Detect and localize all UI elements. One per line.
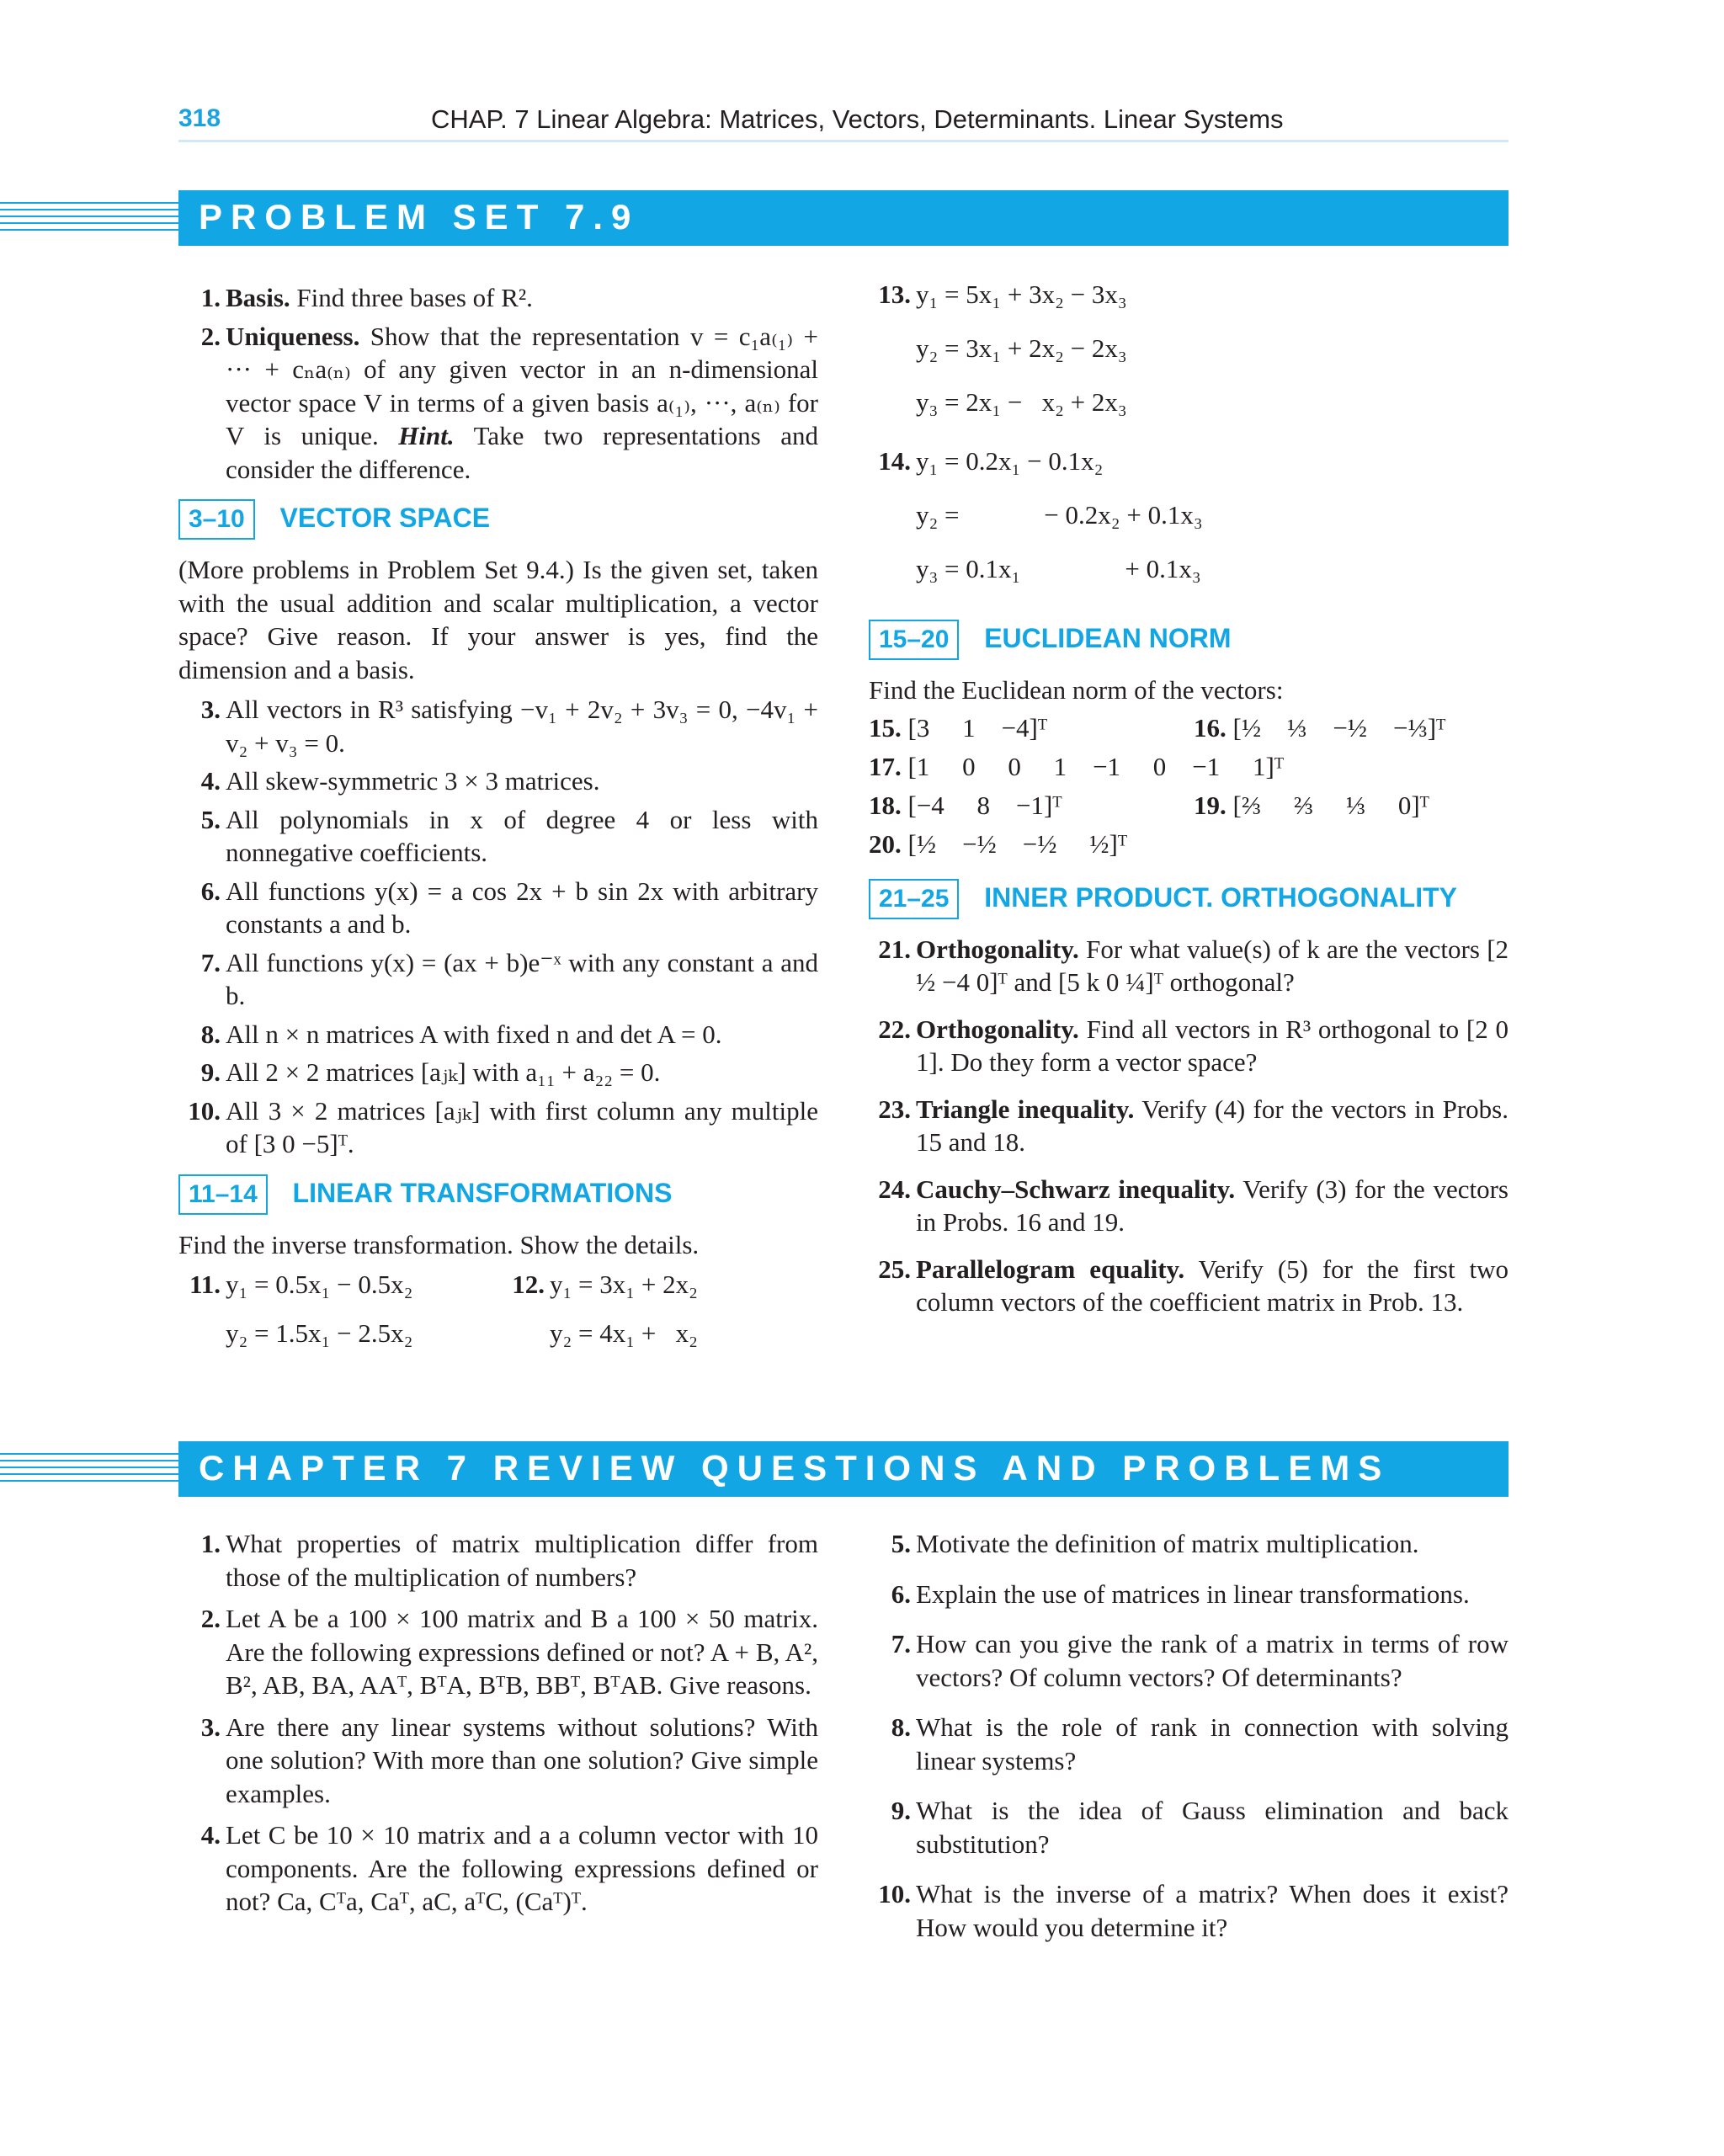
section-range: 21–25: [869, 879, 959, 919]
problem-label: Parallelogram equality.: [916, 1254, 1185, 1284]
problem-text: Show that the representation v = c₁a₍₁₎ + ··· + cₙa₍ₙ₎ of any given vector in an n-dimensional vector space V in terms of a given basis a₍₁₎, ···, a₍ₙ₎ for V is unique.: [226, 321, 818, 450]
section-intro: Find the Euclidean norm of the vectors:: [869, 675, 1284, 705]
equation-line: y₂ = 4x₁ + x₂: [550, 1318, 698, 1348]
equation-line: y₃ = 0.1x₁ + 0.1x₃: [916, 554, 1201, 583]
question-text: What properties of matrix multiplication differ from those of the multiplication of numbers?: [226, 1529, 818, 1592]
problem-label: Uniqueness.: [226, 321, 360, 351]
vector-text: [⅔ ⅔ ⅓ 0]ᵀ: [1232, 790, 1429, 820]
problem-6: [178, 875, 818, 941]
header-rule: [178, 140, 1508, 142]
equation-line: y₁ = 0.2x₁ − 0.1x₂: [916, 446, 1104, 476]
question-number: 10.: [878, 1879, 911, 1908]
hint-label: Hint.: [398, 421, 455, 450]
problem-label: Orthogonality.: [916, 1014, 1079, 1044]
question-text: What is the role of rank in connection with solving linear systems?: [916, 1712, 1508, 1775]
problem-4: [178, 764, 818, 798]
question-text: Let C be 10 × 10 matrix and a a column vector with 10 components. Are the following expressions defined or not? Ca, Cᵀa, Caᵀ, aC, aᵀC, (Caᵀ)ᵀ.: [226, 1820, 818, 1916]
problem-text: All vectors in R³ satisfying −v₁ + 2v₂ + 3v₃ = 0, −4v₁ + v₂ + v₃ = 0.: [226, 695, 818, 758]
problem-14: [869, 445, 1508, 606]
problem-20: [869, 825, 1127, 864]
review-left-column: [178, 1527, 818, 1927]
problem-number: 15.: [869, 712, 902, 743]
problem-label: Triangle inequality.: [916, 1094, 1135, 1124]
problem-label: Basis.: [226, 283, 290, 312]
problem-number: 8.: [200, 1019, 221, 1049]
problem-24: [869, 1173, 1508, 1239]
problem-label: Orthogonality.: [916, 934, 1079, 964]
norm-problems: [869, 709, 1508, 865]
section-range: 15–20: [869, 620, 959, 660]
question-number: 5.: [891, 1529, 911, 1558]
problem-number: 21.: [878, 934, 911, 964]
problem-set-left-column: [178, 281, 818, 1352]
review-question-7: [869, 1627, 1508, 1694]
problem-number: 19.: [1194, 790, 1226, 820]
section-title: EUCLIDEAN NORM: [984, 623, 1232, 653]
equation-line: y₃ = 2x₁ − x₂ + 2x₃: [916, 387, 1127, 417]
problem-number: 6.: [200, 876, 221, 906]
vector-text: [1 0 0 1 −1 0 −1 1]ᵀ: [907, 751, 1285, 781]
problem-1: [178, 281, 818, 315]
problem-number: 3.: [200, 695, 221, 724]
equation-line: y₂ = 3x₁ + 2x₂ − 2x₃: [916, 333, 1127, 363]
problem-7: [178, 946, 818, 1013]
problem-label: Cauchy–Schwarz inequality.: [916, 1174, 1236, 1204]
problem-number: 4.: [200, 766, 221, 796]
problem-number: 5.: [200, 804, 221, 834]
hint-text: Take two representations and consider the difference.: [226, 421, 818, 484]
question-number: 4.: [200, 1820, 221, 1850]
equation-line: y₂ = − 0.2x₂ + 0.1x₃: [916, 500, 1203, 530]
question-text: What is the inverse of a matrix? When does it exist? How would you determine it?: [916, 1879, 1508, 1942]
page-number: 318: [178, 104, 221, 132]
section-intro: Find the inverse transformation. Show the details.: [178, 1229, 700, 1259]
problem-3: [178, 693, 818, 759]
question-text: Let A be a 100 × 100 matrix and B a 100 × 50 matrix. Are the following expressions defined or not? A + B, A², B², AB, BA, AAᵀ, BᵀA, BᵀB, BBᵀ, BᵀAB. Give reasons.: [226, 1604, 818, 1700]
problem-16: [1194, 709, 1445, 748]
section-header-15-20: [869, 620, 1508, 660]
problem-number: 10.: [188, 1095, 221, 1126]
problem-number: 13.: [878, 279, 911, 309]
question-number: 6.: [891, 1578, 911, 1609]
problem-text: All functions y(x) = a cos 2x + b sin 2x with arbitrary constants a and b.: [226, 876, 818, 939]
problems-11-12: [178, 1268, 818, 1352]
problem-number: 20.: [869, 828, 902, 859]
section-intro: (More problems in Problem Set 9.4.) Is the given set, taken with the usual addition and scalar multiplication, a vector space? Give reason. If your answer is yes, find the dimension and a basis.: [178, 555, 818, 684]
problem-12: [503, 1268, 822, 1348]
problem-10: [178, 1094, 818, 1161]
problem-text: All functions y(x) = (ax + b)e⁻ˣ with any constant a and b.: [226, 947, 818, 1010]
problem-13: [869, 278, 1508, 445]
vector-text: [½ ⅓ −½ −⅓]ᵀ: [1232, 712, 1446, 743]
problem-number: 16.: [1194, 712, 1226, 743]
section-header-21-25: [869, 879, 1508, 919]
question-number: 9.: [891, 1796, 911, 1825]
question-number: 1.: [200, 1529, 221, 1558]
review-question-4: [178, 1818, 818, 1919]
vector-text: [½ −½ −½ ½]ᵀ: [907, 828, 1128, 859]
vector-text: [3 1 −4]ᵀ: [907, 712, 1048, 743]
review-question-3: [178, 1711, 818, 1811]
problem-number: 7.: [200, 947, 221, 977]
running-head: CHAP. 7 Linear Algebra: Matrices, Vectors, Determinants. Linear Systems: [431, 104, 1284, 134]
problem-25: [869, 1253, 1508, 1319]
problem-number: 14.: [878, 446, 911, 476]
review-question-10: [869, 1877, 1508, 1944]
problem-18: [869, 786, 1062, 825]
problem-number: 11.: [189, 1270, 221, 1299]
problem-15: [869, 709, 1047, 748]
problem-text: Find all vectors in R³ orthogonal to [2 0 1]. Do they form a vector space?: [916, 1014, 1509, 1077]
section-title: LINEAR TRANSFORMATIONS: [292, 1177, 673, 1208]
problem-19: [1194, 786, 1429, 825]
problem-text: Find three bases of R².: [296, 283, 533, 312]
question-number: 2.: [200, 1604, 221, 1633]
problem-2: [178, 320, 818, 487]
problem-number: 1.: [200, 283, 221, 312]
problem-9: [178, 1056, 818, 1089]
section-title: VECTOR SPACE: [279, 503, 491, 533]
problem-number: 23.: [878, 1094, 911, 1124]
problem-number: 2.: [200, 321, 221, 351]
problem-text: All n × n matrices A with fixed n and det A = 0.: [226, 1019, 722, 1049]
problem-text: Verify (4) for the vectors in Probs. 15 and 18.: [916, 1094, 1508, 1157]
problem-text: All polynomials in x of degree 4 or less with nonnegative coefficients.: [226, 804, 818, 867]
review-title: CHAPTER 7 REVIEW QUESTIONS AND PROBLEMS: [199, 1448, 1391, 1488]
problem-text: Verify (3) for the vectors in Probs. 16 and 19.: [916, 1174, 1508, 1237]
vector-text: [−4 8 −1]ᵀ: [907, 790, 1062, 820]
question-number: 3.: [200, 1711, 221, 1742]
question-text: Are there any linear systems without solutions? With one solution? With more than one solution? Give simple examples.: [226, 1711, 818, 1808]
problem-number: 24.: [878, 1174, 911, 1204]
equation-line: y₂ = 1.5x₁ − 2.5x₂: [226, 1318, 413, 1348]
review-question-5: [869, 1527, 1508, 1561]
problem-23: [869, 1093, 1508, 1159]
problem-17: [869, 748, 1284, 786]
problem-8: [178, 1018, 818, 1051]
problem-text: For what value(s) of k are the vectors [2 ½ −4 0]ᵀ and [5 k 0 ¼]ᵀ orthogonal?: [916, 934, 1509, 997]
problem-number: 12.: [512, 1270, 545, 1299]
review-question-1: [178, 1527, 818, 1594]
review-question-9: [869, 1794, 1508, 1861]
problem-number: 17.: [869, 751, 902, 781]
review-right-column: [869, 1527, 1508, 1961]
section-range: 11–14: [178, 1174, 268, 1215]
section-header-11-14: [178, 1174, 818, 1215]
question-text: Explain the use of matrices in linear transformations.: [916, 1578, 1470, 1609]
problem-22: [869, 1013, 1508, 1079]
problem-number: 9.: [200, 1057, 221, 1087]
question-number: 7.: [891, 1629, 911, 1658]
section-title: INNER PRODUCT. ORTHOGONALITY: [984, 881, 1457, 913]
question-number: 8.: [891, 1712, 911, 1742]
problem-set-title: PROBLEM SET 7.9: [199, 197, 640, 237]
review-question-2: [178, 1602, 818, 1702]
equation-line: y₁ = 0.5x₁ − 0.5x₂: [226, 1270, 413, 1299]
equation-line: y₁ = 5x₁ + 3x₂ − 3x₃: [916, 279, 1127, 309]
review-question-6: [869, 1578, 1508, 1611]
section-range: 3–10: [178, 499, 255, 540]
problem-text: All 3 × 2 matrices [aⱼₖ] with first column any multiple of [3 0 −5]ᵀ.: [226, 1095, 818, 1158]
problem-21: [869, 933, 1508, 999]
review-question-8: [869, 1711, 1508, 1777]
problem-set-right-column: [869, 278, 1508, 1333]
question-text: What is the idea of Gauss elimination and back substitution?: [916, 1796, 1508, 1859]
problem-5: [178, 803, 818, 870]
question-text: How can you give the rank of a matrix in terms of row vectors? Of column vectors? Of determinants?: [916, 1629, 1508, 1692]
equation-line: y₁ = 3x₁ + 2x₂: [550, 1270, 698, 1299]
problem-set-banner: [178, 190, 1508, 246]
review-banner: [178, 1441, 1508, 1497]
problem-number: 25.: [878, 1254, 911, 1284]
problem-text: Verify (5) for the first two column vectors of the coefficient matrix in Prob. 13.: [916, 1254, 1508, 1317]
section-header-3-10: [178, 499, 818, 540]
problem-number: 18.: [869, 790, 902, 820]
problem-11: [178, 1268, 498, 1348]
problem-number: 22.: [878, 1014, 911, 1044]
problem-text: All skew-symmetric 3 × 3 matrices.: [226, 766, 600, 796]
problem-text: All 2 × 2 matrices [aⱼₖ] with a₁₁ + a₂₂ = 0.: [226, 1057, 661, 1087]
question-text: Motivate the definition of matrix multiplication.: [916, 1529, 1419, 1558]
